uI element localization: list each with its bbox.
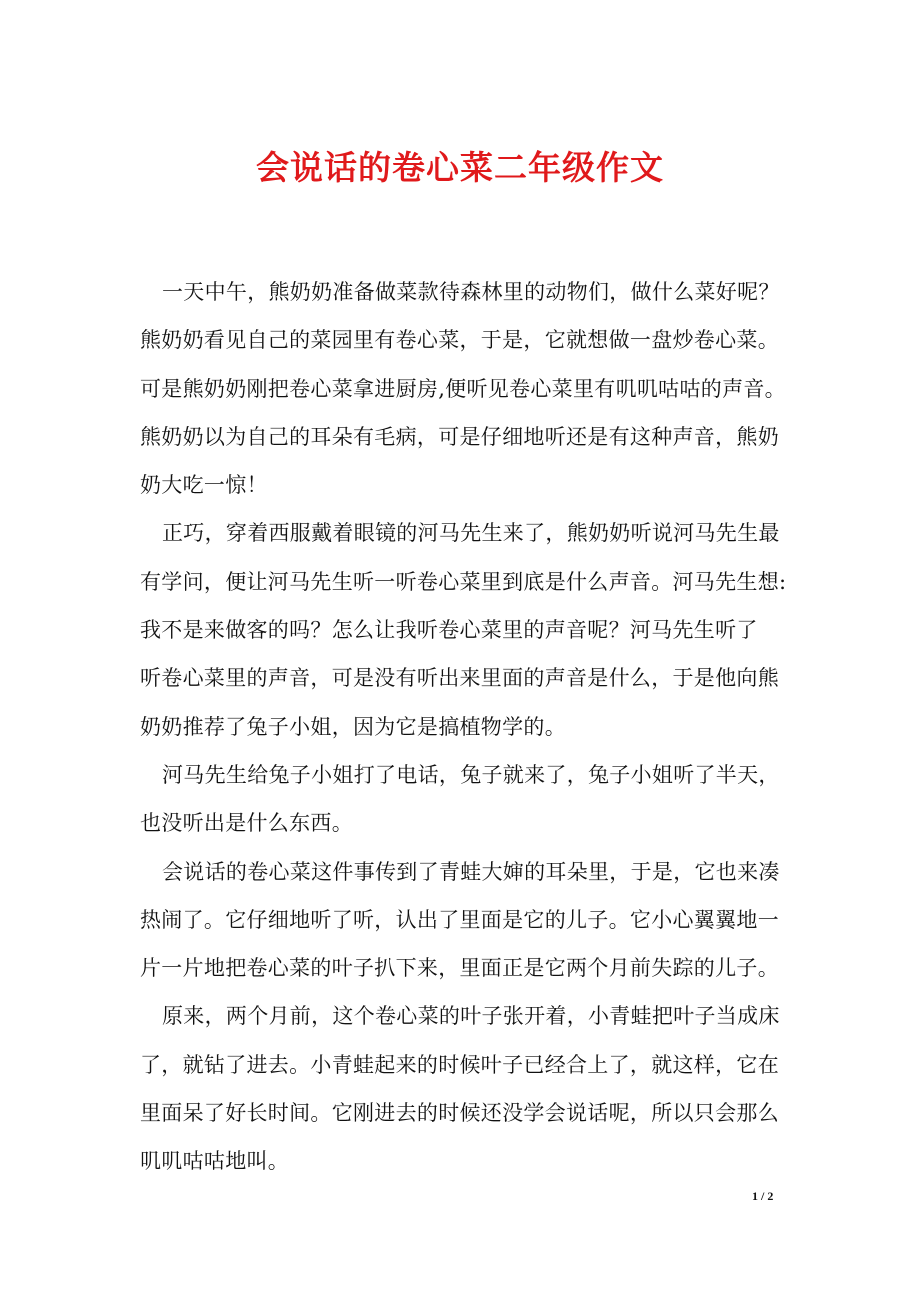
- text-line: 奶奶推荐了兔子小姐，因为它是搞植物学的。: [140, 714, 566, 739]
- document-body: [140, 272, 790, 1190]
- text-line: 会说话的卷心菜这件事传到了青蛙大婶的耳朵里，于是，它也来凑: [162, 859, 780, 884]
- document-title: 会说话的卷心菜二年级作文: [256, 148, 664, 187]
- page-number: 1 / 2: [752, 1189, 774, 1203]
- text-line: 也没听出是什么东西。: [140, 811, 353, 836]
- text-line: 了，就钻了进去。小青蛙起来的时候叶子已经合上了，就这样，它在: [140, 1052, 779, 1077]
- text-line: 熊奶奶以为自己的耳朵有毛病，可是仔细地听还是有这种声音，熊奶: [140, 424, 779, 449]
- text-line: 有学问，便让河马先生听一听卷心菜里到底是什么声音。河马先生想:: [140, 569, 787, 594]
- text-line: 我不是来做客的吗？怎么让我听卷心菜里的声音呢？河马先生听了: [140, 618, 758, 643]
- text-line: 听卷心菜里的声音，可是没有听出来里面的声音是什么，于是他向熊: [140, 666, 779, 691]
- text-line: 片一片地把卷心菜的叶子扒下来，里面正是它两个月前失踪的儿子。: [140, 956, 779, 981]
- text-line: 原来，两个月前，这个卷心菜的叶子张开着，小青蛙把叶子当成床: [162, 1004, 780, 1029]
- text-line: 熊奶奶看见自己的菜园里有卷心菜，于是，它就想做一盘炒卷心菜。: [140, 328, 779, 353]
- text-line: 叽叽咕咕地叫。: [140, 1149, 290, 1174]
- text-line: 里面呆了好长时间。它刚进去的时候还没学会说话呢，所以只会那么: [140, 1101, 779, 1126]
- text-line: 可是熊奶奶刚把卷心菜拿进厨房,便听见卷心菜里有叽叽咕咕的声音。: [140, 376, 786, 401]
- text-line: 一天中午，熊奶奶准备做菜款待森林里的动物们，做什么菜好呢？: [162, 280, 780, 304]
- text-line: 正巧，穿着西服戴着眼镜的河马先生来了，熊奶奶听说河马先生最: [162, 521, 780, 546]
- text-line: 奶大吃一惊！: [140, 473, 268, 498]
- text-line: 河马先生给兔子小姐打了电话，兔子就来了，兔子小姐听了半天，: [162, 762, 780, 787]
- text-line: 热闹了。它仔细地听了听，认出了里面是它的儿子。它小心翼翼地一: [140, 907, 779, 932]
